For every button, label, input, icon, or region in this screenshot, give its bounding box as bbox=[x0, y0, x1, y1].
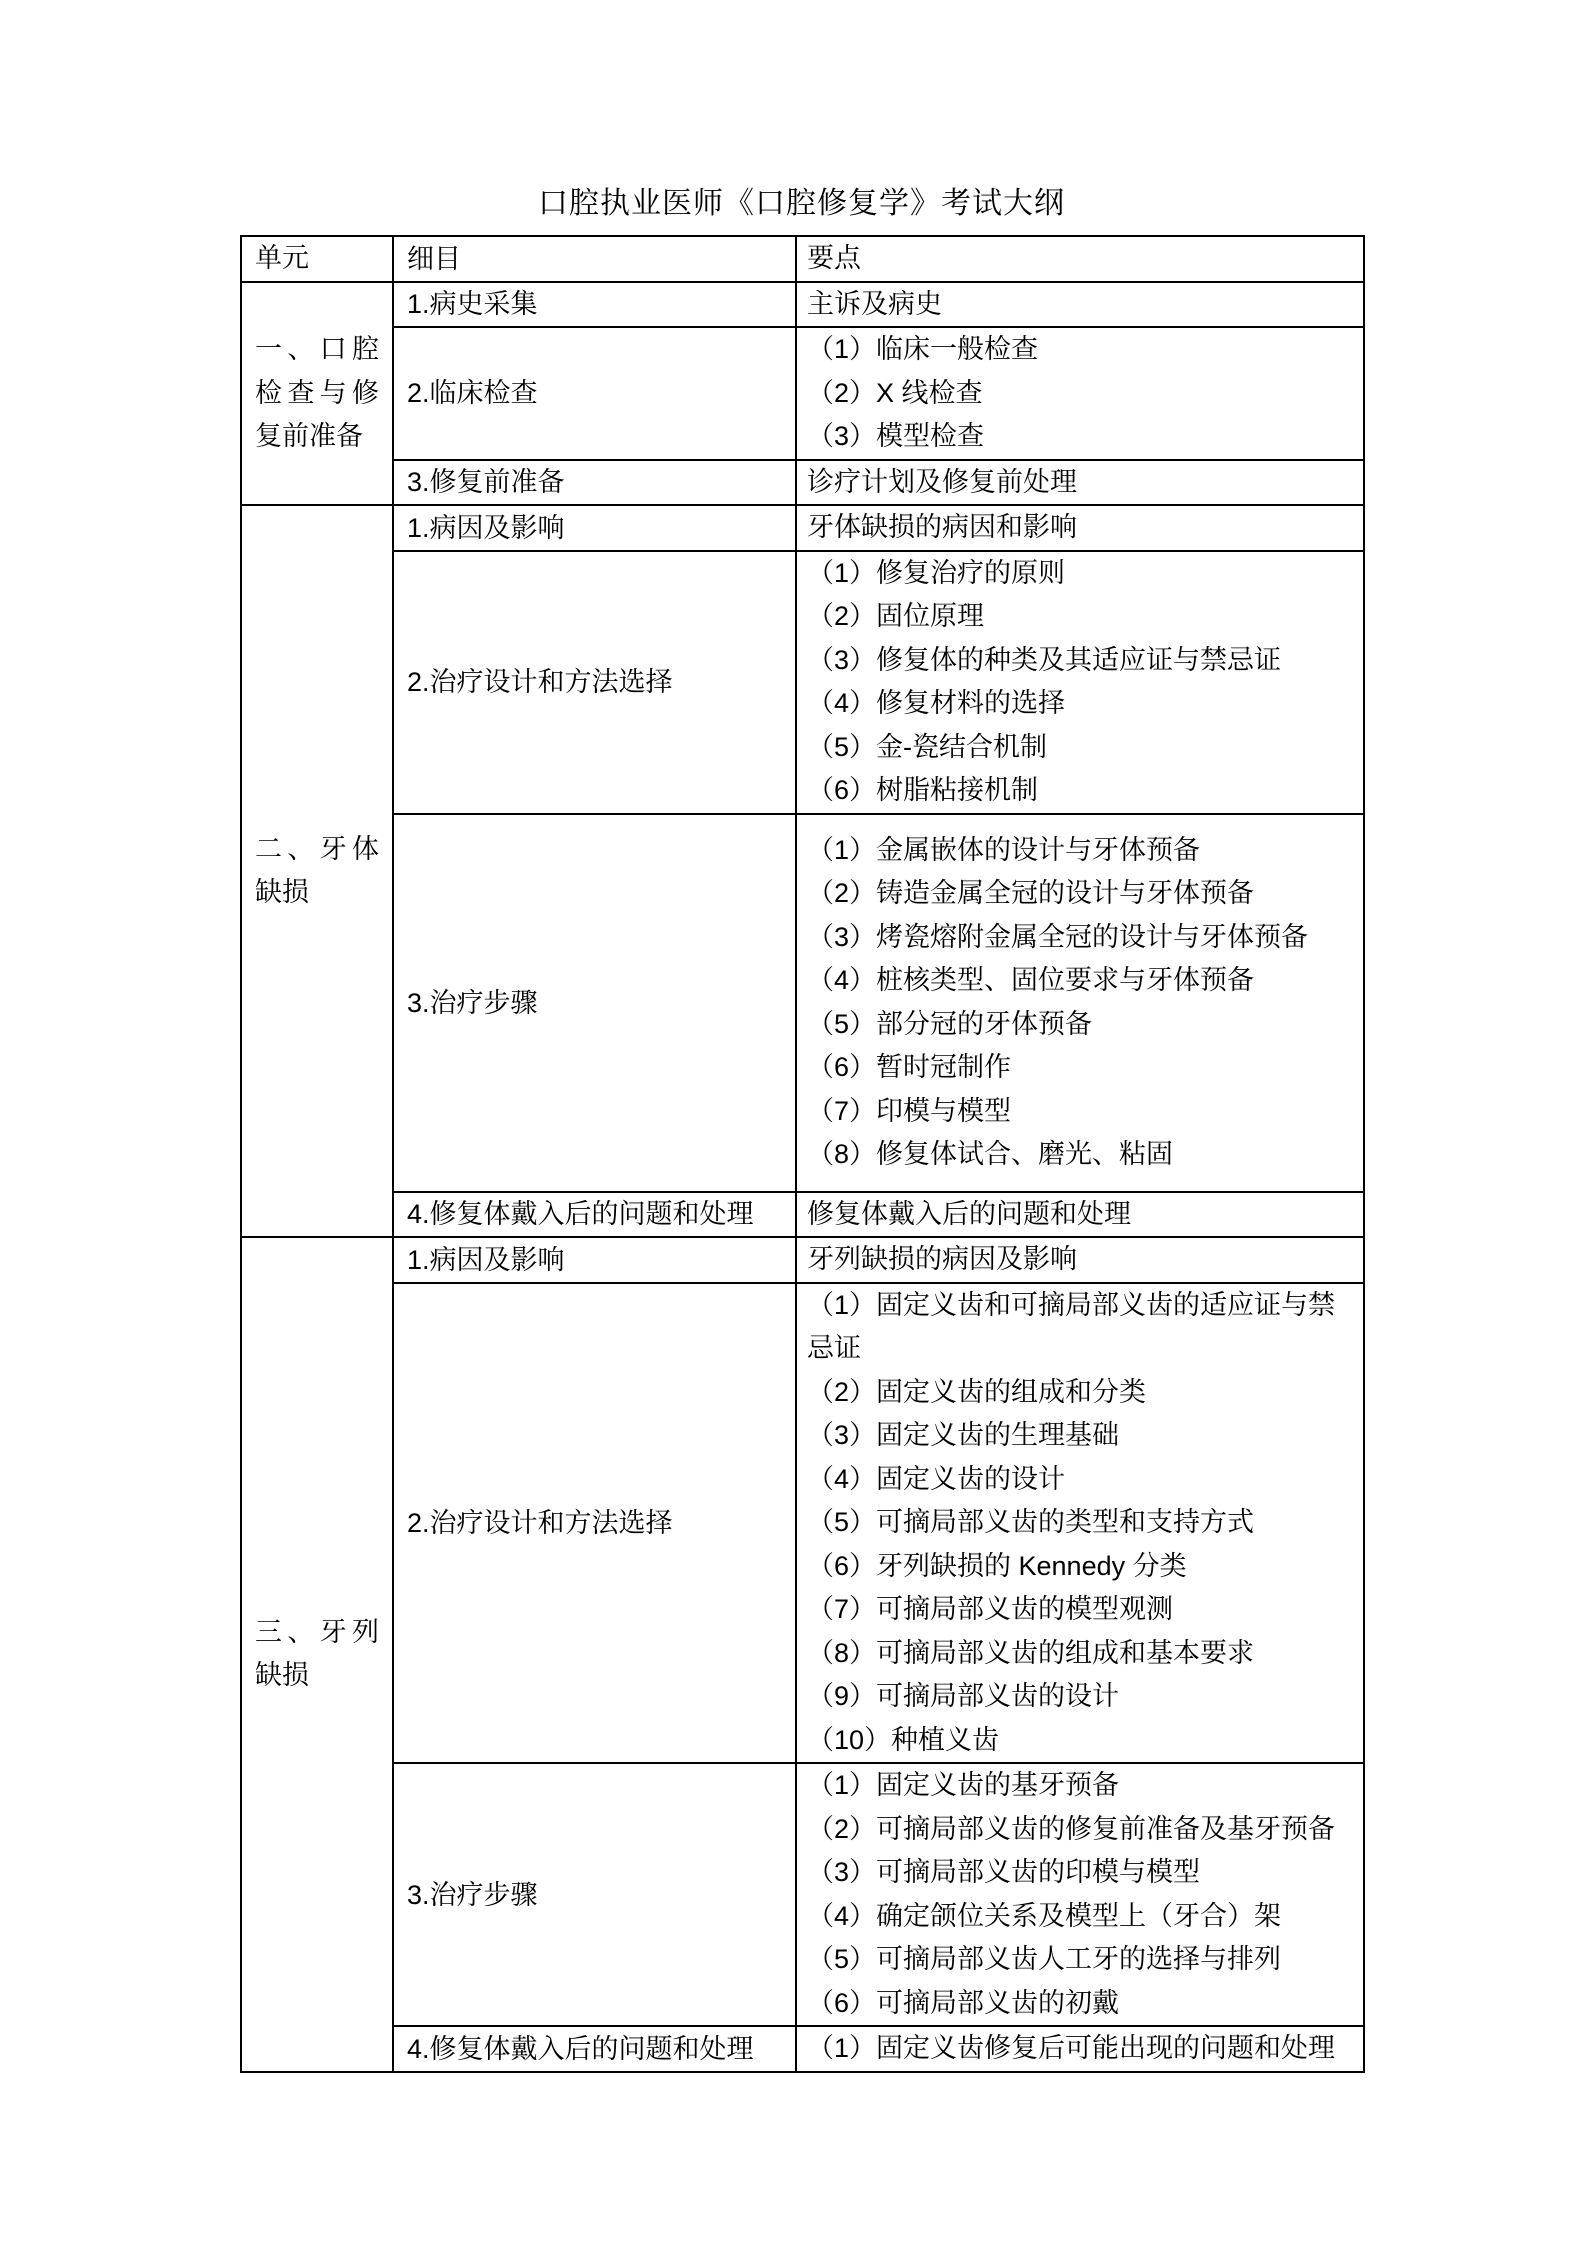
point-line: 牙列缺损的病因及影响 bbox=[807, 1244, 1077, 1274]
exam-outline-table bbox=[240, 235, 1365, 2073]
table-row bbox=[241, 505, 1364, 551]
table-row bbox=[241, 814, 1364, 1192]
item-cell: 1.病因及影响 bbox=[393, 505, 796, 551]
points-cell bbox=[796, 1237, 1364, 1283]
point-line: （5）部分冠的牙体预备 bbox=[807, 1008, 1093, 1039]
point-line: 牙体缺损的病因和影响 bbox=[807, 512, 1077, 542]
point-line: （1）固定义齿和可摘局部义齿的适应证与禁忌证 bbox=[807, 1289, 1336, 1363]
table-row bbox=[241, 551, 1364, 814]
point-line: （3）模型检查 bbox=[807, 421, 985, 451]
table-row bbox=[241, 327, 1364, 460]
point-line: （2）可摘局部义齿的修复前准备及基牙预备 bbox=[807, 1813, 1336, 1844]
point-line: （6）树脂粘接机制 bbox=[807, 775, 1039, 805]
point-line: （1）固定义齿的基牙预备 bbox=[807, 1770, 1120, 1800]
unit-cell: 三、牙列缺损 bbox=[241, 1237, 393, 2072]
point-line: （5）可摘局部义齿人工牙的选择与排列 bbox=[807, 1944, 1282, 1974]
point-line: （3）修复体的种类及其适应证与禁忌证 bbox=[807, 644, 1282, 675]
point-line: （1）临床一般检查 bbox=[807, 334, 1039, 364]
point-line: （3）烤瓷熔附金属全冠的设计与牙体预备 bbox=[807, 921, 1309, 952]
item-cell: 1.病史采集 bbox=[393, 282, 796, 328]
point-line: （10）种植义齿 bbox=[807, 1724, 1000, 1755]
point-line: （2）固定义齿的组成和分类 bbox=[807, 1376, 1147, 1407]
item-cell: 2.治疗设计和方法选择 bbox=[393, 551, 796, 814]
point-line: （5）可摘局部义齿的类型和支持方式 bbox=[807, 1507, 1255, 1537]
table-row bbox=[241, 1192, 1364, 1238]
item-cell: 4.修复体戴入后的问题和处理 bbox=[393, 1192, 796, 1238]
item-cell: 3.治疗步骤 bbox=[393, 1763, 796, 2026]
point-line: 主诉及病史 bbox=[807, 288, 942, 319]
page-title: 口腔执业医师《口腔修复学》考试大纲 bbox=[538, 187, 1065, 220]
header-row bbox=[241, 236, 1364, 282]
point-line: （3）可摘局部义齿的印模与模型 bbox=[807, 1857, 1201, 1887]
point-line: （6）可摘局部义齿的初戴 bbox=[807, 1987, 1120, 2018]
item-cell: 1.病因及影响 bbox=[393, 1237, 796, 1283]
points-cell bbox=[796, 814, 1364, 1192]
point-line: （9）可摘局部义齿的设计 bbox=[807, 1681, 1120, 1711]
point-line: （8）可摘局部义齿的组成和基本要求 bbox=[807, 1637, 1255, 1668]
item-cell: 2.临床检查 bbox=[393, 327, 796, 460]
item-cell: 3.治疗步骤 bbox=[393, 814, 796, 1192]
table-row bbox=[241, 460, 1364, 506]
point-line: （7）印模与模型 bbox=[807, 1095, 1012, 1126]
table-row bbox=[241, 1237, 1364, 1283]
header-points: 要点 bbox=[796, 236, 1364, 282]
points-cell bbox=[796, 327, 1364, 460]
points-cell bbox=[796, 460, 1364, 506]
point-line: （2）铸造金属全冠的设计与牙体预备 bbox=[807, 878, 1255, 908]
point-line: 修复体戴入后的问题和处理 bbox=[807, 1198, 1131, 1229]
point-line: （1）金属嵌体的设计与牙体预备 bbox=[807, 834, 1201, 865]
unit-cell: 二、牙体缺损 bbox=[241, 505, 393, 1237]
unit-cell: 一、口腔检查与修复前准备 bbox=[241, 282, 393, 506]
item-cell: 2.治疗设计和方法选择 bbox=[393, 1283, 796, 1764]
table-row bbox=[241, 282, 1364, 328]
point-line: （7）可摘局部义齿的模型观测 bbox=[807, 1594, 1174, 1624]
point-line: （3）固定义齿的生理基础 bbox=[807, 1420, 1120, 1450]
point-line: （4）桩核类型、固位要求与牙体预备 bbox=[807, 965, 1255, 995]
table-row bbox=[241, 2026, 1364, 2072]
table-row bbox=[241, 1283, 1364, 1764]
point-line: （6）牙列缺损的 Kennedy 分类 bbox=[807, 1550, 1187, 1581]
table-row bbox=[241, 1763, 1364, 2026]
points-cell bbox=[796, 1283, 1364, 1764]
point-line: （6）暂时冠制作 bbox=[807, 1052, 1012, 1082]
item-cell: 4.修复体戴入后的问题和处理 bbox=[393, 2026, 796, 2072]
point-line: （4）修复材料的选择 bbox=[807, 688, 1066, 718]
header-unit: 单元 bbox=[241, 236, 393, 282]
points-cell bbox=[796, 1763, 1364, 2026]
points-cell bbox=[796, 1192, 1364, 1238]
points-cell bbox=[796, 282, 1364, 328]
point-line: （8）修复体试合、磨光、粘固 bbox=[807, 1139, 1174, 1169]
points-cell bbox=[796, 551, 1364, 814]
point-line: （1）修复治疗的原则 bbox=[807, 557, 1066, 588]
points-cell bbox=[796, 2026, 1364, 2072]
point-line: （5）金-瓷结合机制 bbox=[807, 731, 1048, 762]
point-line: （2）X 线检查 bbox=[807, 377, 983, 408]
point-line: （4）确定颌位关系及模型上（牙合）架 bbox=[807, 1900, 1282, 1931]
point-line: （4）固定义齿的设计 bbox=[807, 1463, 1066, 1494]
point-line: 诊疗计划及修复前处理 bbox=[807, 466, 1077, 497]
points-cell bbox=[796, 505, 1364, 551]
header-item: 细目 bbox=[393, 236, 796, 282]
point-line: （2）固位原理 bbox=[807, 601, 985, 631]
item-cell: 3.修复前准备 bbox=[393, 460, 796, 506]
point-line: （1）固定义齿修复后可能出现的问题和处理 bbox=[807, 2033, 1336, 2063]
